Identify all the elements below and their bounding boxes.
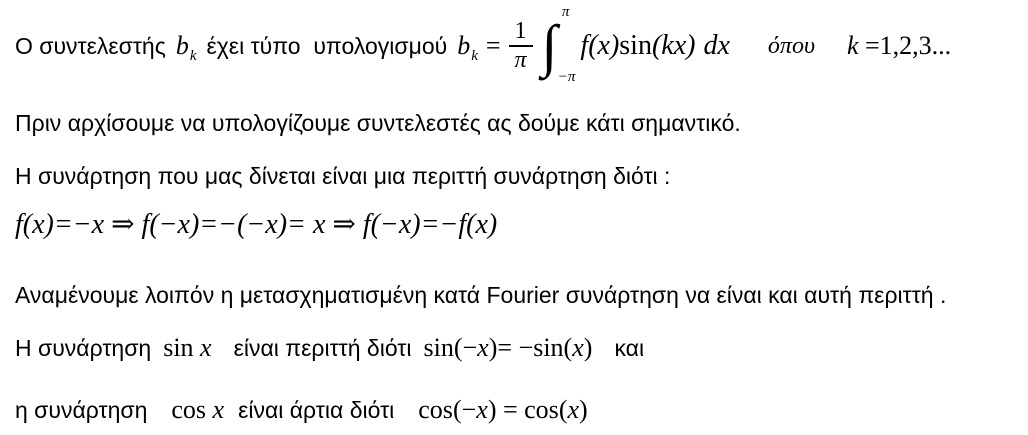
cosine-identity-open2: ( [558, 395, 568, 424]
sine-text-mid: είναι περιττή διότι [233, 335, 412, 361]
intro-sentence-line [15, 110, 741, 137]
cosine-identity [418, 395, 587, 425]
formula-equals-sign: = [485, 31, 501, 60]
coefficient-text-after: έχει τύπο υπολογισμού [206, 32, 448, 59]
cosine-identity-fn: cos [418, 395, 453, 424]
integrand [580, 30, 730, 62]
integral-upper-limit: π [561, 4, 570, 20]
sine-x-expression [163, 333, 211, 363]
cos-argument: x [206, 395, 225, 424]
cosine-text-mid: είναι άρτια διότι [238, 397, 395, 423]
fraction-numerator: 1 [509, 19, 533, 47]
odd-function-statement: Η συνάρτηση που μας δίνεται είναι μια περιττή συνάρτηση διότι : [15, 163, 671, 189]
sin-argument: x [193, 333, 212, 362]
sine-identity-close: ) [583, 333, 593, 362]
bk-inline-base: b [175, 31, 189, 60]
cosine-even-identity-line [15, 395, 588, 425]
k-range-values: =1,2,3... [858, 31, 952, 60]
sine-odd-identity-line [15, 333, 644, 363]
cosine-identity-fn2: cos [524, 395, 559, 424]
odd-proof-formula-line [15, 207, 497, 241]
sine-identity-fn: sin [423, 333, 454, 362]
fourier-expectation-sentence: Αναμένουμε λοιπόν η μετασχηματισμένη κατά Fourier συνάρτηση να είναι και αυτή περιττή . [15, 282, 947, 308]
cos-word: cos [171, 395, 207, 424]
fraction-denominator: π [514, 47, 527, 73]
integrand-differential: dx [703, 30, 730, 61]
bk-integral-formula [457, 6, 730, 86]
integral-sign: ∫ [541, 13, 558, 79]
sine-identity-fn2: sin [533, 333, 564, 362]
sine-text-start: Η συνάρτηση [15, 335, 152, 361]
k-range-variable: k [846, 31, 859, 60]
sine-identity-var2: x [572, 333, 584, 362]
k-range [847, 31, 951, 61]
cosine-text-start: η συνάρτηση [15, 397, 148, 423]
sin-word: sin [163, 333, 194, 362]
bk-inline-subscript: k [189, 48, 197, 64]
coefficient-definition-line [15, 0, 951, 92]
formula-lhs-subscript: k [471, 48, 478, 64]
integrand-argument: (kx) [651, 30, 696, 61]
cosine-identity-var1: x [476, 395, 488, 424]
odd-proof-formula: f(x)=−x ⇒ f(−x)=−(−x)= x ⇒ f(−x)=−f(x) [15, 209, 498, 240]
odd-function-statement-line [15, 163, 670, 190]
sine-text-end: και [614, 335, 645, 361]
coefficient-text-before: Ο συντελεστής [15, 32, 166, 59]
cosine-identity-var2: x [567, 395, 580, 424]
sine-identity [424, 333, 593, 363]
integral-with-limits [541, 4, 576, 86]
intro-sentence: Πριν αρχίσουμε να υπολογίζουμε συντελεστές ας δούμε κάτι σημαντικό. [15, 110, 741, 136]
cosine-identity-mid: ) = [487, 395, 525, 424]
one-over-pi-fraction [509, 19, 533, 73]
sine-identity-var1: x [477, 333, 489, 362]
fourier-expectation-line [15, 282, 946, 309]
formula-lhs-base: b [457, 31, 471, 60]
cosine-identity-open: (− [452, 395, 477, 424]
integrand-function: f(x) [580, 30, 620, 61]
sine-identity-mid: )= − [488, 333, 534, 362]
sine-identity-open: (− [453, 333, 478, 362]
bk-inline-symbol [175, 31, 197, 64]
cosine-x-expression [171, 395, 224, 425]
formula-lhs [457, 31, 478, 64]
sine-identity-open2: ( [563, 333, 573, 362]
integral-lower-limit: −π [557, 69, 576, 85]
cosine-identity-close: ) [579, 395, 588, 424]
integrand-sin-word: sin [619, 30, 652, 61]
where-word: όπου [767, 32, 815, 59]
